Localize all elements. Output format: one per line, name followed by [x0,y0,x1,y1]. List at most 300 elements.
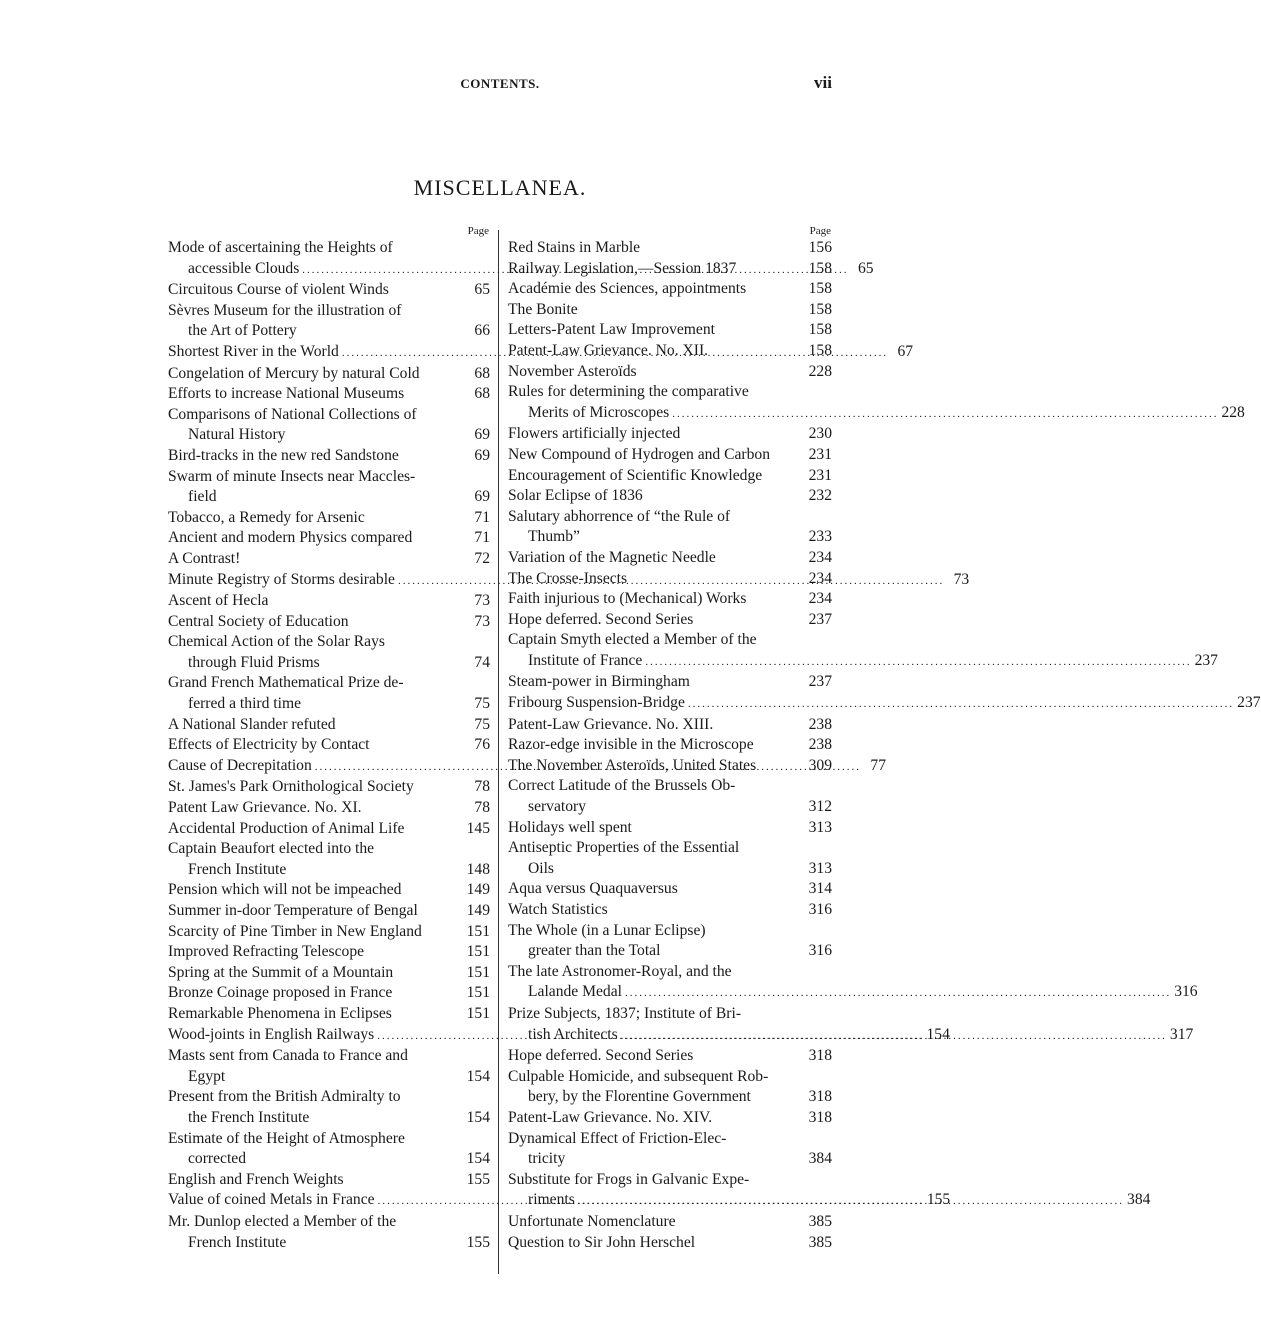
entry-line [508,279,832,300]
entry-title: Patent-Law Grievance. No. XIII. [508,715,714,733]
entry-page-number: 318 [808,1108,832,1126]
contents-entry [168,819,490,840]
contents-entry [168,735,490,756]
entry-title: Rules for determining the comparative [508,383,749,401]
entry-page-number: 149 [466,881,490,899]
entry-line [168,612,490,633]
entry-title: Railway Legislation,—Session 1837 [508,259,737,277]
entry-title: The late Astronomer-Royal, and the [508,962,732,980]
contents-entry [508,238,832,259]
entry-title: Aqua versus Quaquaversus [508,880,678,898]
entry-title: Chemical Action of the Solar Rays [168,633,385,651]
entry-page-number: 154 [926,1025,950,1043]
entry-page-number: 237 [808,610,832,628]
entry-line [508,507,832,528]
entry-line [168,384,490,405]
entry-title: Watch Statistics [508,901,608,918]
entry-line [508,466,832,487]
entry-line [168,839,490,860]
entry-title: French Institute [188,860,287,878]
entry-title: Hope deferred. Second Series [508,1047,694,1065]
entry-line [508,982,1198,1004]
entry-page-number: 69 [474,446,490,464]
contents-entry [168,880,490,901]
entry-title: Value of coined Metals in France [168,1191,375,1209]
contents-entry [508,300,832,321]
entry-title: St. James's Park Ornithological Society [168,778,414,796]
entry-line [508,879,832,900]
entry-page-number: 148 [466,860,490,878]
entry-page-number: 149 [466,902,490,919]
contents-entry [168,715,490,736]
entry-title: Sèvres Museum for the illustration of [168,301,402,319]
entry-line [508,693,1261,715]
entry-page-number: 71 [474,529,490,547]
entry-title: Grand French Mathematical Prize de- [168,674,404,692]
entry-page-number: 69 [474,488,490,506]
entry-line [168,1004,490,1025]
contents-entry [508,1233,832,1254]
entry-title: Correct Latitude of the Brussels Ob- [508,777,736,795]
entry-title: Hope deferred. Second Series [508,610,694,628]
entry-page-number: 155 [466,1170,490,1188]
contents-entry [508,735,832,756]
contents-entry [168,1129,490,1170]
entry-title: greater than the Total [528,942,661,960]
entry-line [508,1067,832,1088]
contents-entry [168,549,490,570]
entry-title: Captain Smyth elected a Member of the [508,631,757,649]
entry-line [508,651,1218,673]
entry-title: Patent-Law Grievance. No. XII. [508,341,709,359]
entry-title: Captain Beaufort elected into the [168,840,375,858]
entry-page-number: 156 [808,239,832,256]
entry-line [168,238,490,259]
entry-title: accessible Clouds [188,259,300,277]
entry-page-number: 237 [808,673,832,691]
contents-entry [508,818,832,839]
entry-title: Summer in-door Temperature of Bengal [168,902,418,919]
entry-line [508,589,832,610]
entry-line [168,321,490,342]
entry-line [168,487,490,508]
entry-page-number: 151 [466,1004,490,1022]
entry-line [508,859,832,880]
contents-entry [508,900,832,921]
entry-title: Mode of ascertaining the Heights of [168,239,393,256]
entry-title: The Crosse-Insects [508,569,628,587]
entry-line [168,1087,490,1108]
entry-page-number: 317 [1169,1025,1194,1043]
entry-page-number: 384 [1127,1191,1151,1209]
entry-line [508,756,832,777]
contents-entry [168,591,490,612]
contents-entry [508,962,1198,1004]
entry-line [168,963,490,984]
entry-title: Patent-Law Grievance. No. XIV. [508,1108,713,1126]
entry-line [508,672,832,693]
column-divider [498,230,499,1274]
entry-page-number: 68 [474,364,490,382]
entry-title: tish Architects [528,1025,618,1043]
entry-title: Pension which will not be impeached [168,881,402,899]
entry-line [508,715,832,736]
contents-entry [168,673,490,714]
entry-title: Scarcity of Pine Timber in New England [168,922,422,940]
entry-title: Institute of France [528,651,643,669]
dot-leader [625,983,1171,1004]
entry-page-number: 75 [474,715,490,733]
entry-line [168,694,490,715]
entry-page-number: 78 [474,778,490,796]
contents-entry [508,1129,832,1170]
entry-line [508,569,832,590]
entry-line [168,942,490,963]
entry-page-number: 78 [474,799,490,817]
dot-leader [645,652,1191,673]
entry-title: Faith injurious to (Mechanical) Works [508,590,747,608]
entry-line [168,1170,490,1191]
contents-entry [508,548,832,569]
contents-entry [508,1046,832,1067]
entry-line [508,1108,832,1129]
entry-line [508,238,832,259]
entry-title: Bronze Coinage proposed in France [168,984,393,1002]
entry-title: Académie des Sciences, appointments [508,280,747,298]
contents-entry [168,963,490,984]
entry-page-number: 158 [808,280,832,298]
entry-line [508,382,832,403]
contents-entry [168,901,490,922]
contents-entry [168,1212,490,1253]
contents-entry [508,1108,832,1129]
entry-title: Encouragement of Scientific Knowledge [508,466,763,484]
entry-line [508,797,832,818]
contents-entry [508,486,832,507]
entry-line [168,1212,490,1233]
page-column-label: Page [809,225,831,237]
entry-page-number: 237 [1237,694,1261,712]
entry-page-number: 234 [808,548,832,566]
page-folio: vii [814,73,832,92]
contents-entry [168,1170,490,1191]
entry-title: Red Stains in Marble [508,239,641,256]
entry-line [508,776,832,797]
entry-page-number: 232 [808,487,832,505]
entry-line [168,591,490,612]
entry-page-number: 158 [808,259,832,277]
entry-line [168,1149,490,1170]
entry-line [168,446,490,467]
entry-title: Minute Registry of Storms desirable [168,570,395,588]
contents-entry [508,1212,832,1233]
contents-entry [508,569,832,590]
entry-title: Patent Law Grievance. No. XI. [168,799,362,817]
entry-page-number: 234 [808,590,832,608]
entry-title: English and French Weights [168,1170,344,1188]
entry-title: Oils [528,859,554,877]
entry-title: Antiseptic Properties of the Essential [508,839,740,857]
entry-page-number: 68 [474,385,490,403]
entry-line [508,1004,832,1025]
entry-title: Comparisons of National Collections of [168,405,417,423]
entry-line [168,508,490,529]
entry-line [168,467,490,488]
entry-page-number: 158 [808,300,832,318]
entry-line [508,424,832,445]
entry-line [168,301,490,322]
page-column-label: Page [467,225,489,237]
entry-title: Question to Sir John Herschel [508,1233,696,1251]
entry-line [508,403,1245,425]
entry-title: Flowers artificially injected [508,425,681,443]
entry-page-number: 71 [474,508,490,526]
entry-page-number: 230 [808,425,832,443]
entry-title: The November Asteroïds, United States [508,756,757,774]
entry-line [168,777,490,798]
entry-title: Razor-edge invisible in the Microscope [508,736,754,754]
entry-line [508,735,832,756]
entry-line [168,1046,490,1067]
entry-page-number: 75 [474,695,490,713]
contents-entry [508,320,832,341]
entry-page-number: 66 [474,322,490,340]
contents-entry [168,446,490,467]
entry-page-number: 145 [466,819,490,837]
entry-line [168,1108,490,1129]
entry-line [508,1170,832,1191]
contents-entry [168,798,490,819]
entry-title: Wood-joints in English Railways [168,1025,375,1043]
entry-title: Ascent of Hecla [168,592,269,610]
entry-line [508,962,832,983]
entry-page-number: 69 [474,426,490,444]
entry-page-number: 316 [1174,983,1198,1001]
entry-line [508,1212,832,1233]
entry-line [168,364,490,385]
entry-line [508,1129,832,1150]
entry-line [168,901,490,922]
entry-line [508,941,832,962]
contents-entry [508,672,832,693]
entry-title: the Art of Pottery [188,322,297,340]
entry-page-number: 238 [808,736,832,754]
entry-page-number: 318 [808,1047,832,1065]
entry-title: Mr. Dunlop elected a Member of the [168,1212,397,1230]
entry-title: Present from the British Admiralty to [168,1088,401,1106]
entry-title: French Institute [188,1233,287,1251]
entry-line [508,320,832,341]
contents-entry [508,507,832,548]
contents-entry [508,879,832,900]
entry-title: Unfortunate Nomenclature [508,1212,676,1230]
entry-line [168,798,490,819]
contents-entry [508,382,1245,424]
contents-entry [168,942,490,963]
contents-entry [508,715,832,736]
entry-page-number: 237 [1194,651,1218,669]
entry-line [508,838,832,859]
contents-entry [168,632,490,673]
entry-page-number: 154 [466,1108,490,1126]
entry-title: New Compound of Hydrogen and Carbon [508,445,771,463]
entry-title: Efforts to increase National Museums [168,385,405,403]
contents-entry [168,1046,490,1087]
entry-title: The Whole (in a Lunar Eclipse) [508,921,706,939]
entry-line [508,818,832,839]
entry-page-number: 151 [466,922,490,940]
entry-line [168,1129,490,1150]
entry-page-number: 313 [808,859,832,877]
entry-title: Lalande Medal [528,983,622,1001]
entry-page-number: 154 [466,1150,490,1168]
entry-title: Fribourg Suspension-Bridge [508,694,685,712]
entry-line [508,921,832,942]
entry-title: field [188,488,217,506]
entry-title: Masts sent from Canada to France and [168,1047,408,1065]
entry-page-number: 231 [808,445,832,463]
entry-line [508,610,832,631]
entry-page-number: 155 [926,1191,951,1209]
contents-entry [168,384,490,405]
entry-line [168,715,490,736]
entry-page-number: 316 [808,901,832,918]
entry-title: Cause of Decrepitation [168,756,312,774]
contents-entry [168,777,490,798]
entry-title: corrected [188,1150,246,1168]
entry-title: bery, by the Florentine Government [528,1088,751,1106]
entry-line [168,528,490,549]
entry-page-number: 74 [474,653,490,671]
entry-title: Merits of Microscopes [528,403,670,421]
entry-title: Swarm of minute Insects near Maccles- [168,467,416,485]
entry-page-number: 316 [808,942,832,960]
entry-page-number: 231 [808,466,832,484]
contents-entry [168,983,490,1004]
contents-entry [508,259,832,280]
contents-entry [168,467,490,508]
entry-page-number: 313 [808,818,832,836]
entry-title: riments [528,1191,575,1209]
entry-title: Improved Refracting Telescope [168,943,365,961]
entry-line [168,673,490,694]
entry-page-number: 228 [1221,403,1245,421]
running-head [0,73,1000,100]
entry-title: Effects of Electricity by Contact [168,736,370,754]
dot-leader [672,404,1218,425]
entry-line [168,405,490,426]
entry-page-number: 155 [466,1233,490,1251]
contents-entry [508,341,832,362]
entry-page-number: 384 [808,1150,832,1168]
contents-entry [508,445,832,466]
entry-title: Prize Subjects, 1837; Institute of Bri- [508,1004,742,1022]
entry-line [168,922,490,943]
entry-page-number: 234 [808,569,832,587]
entry-title: Solar Eclipse of 1836 [508,487,643,505]
entry-line [168,280,490,301]
entry-line [168,653,490,674]
contents-entry [508,630,1218,672]
contents-entry [168,612,490,633]
contents-entry [168,405,490,446]
entry-title: tricity [528,1150,566,1168]
entry-title: Estimate of the Height of Atmosphere [168,1129,405,1147]
entry-line [168,425,490,446]
contents-entry [168,508,490,529]
entry-title: Egypt [188,1067,226,1085]
entry-line [508,630,832,651]
entry-line [508,362,832,383]
entry-page-number: 312 [808,798,832,816]
entry-line [168,880,490,901]
entry-title: Substitute for Frogs in Galvanic Expe- [508,1170,750,1188]
entry-page-number: 73 [953,570,970,588]
entry-title: Steam-power in Birmingham [508,673,690,691]
entry-page-number: 318 [808,1088,832,1106]
contents-entry [508,1067,832,1108]
contents-entry [508,589,832,610]
contents-entry [168,528,490,549]
entry-title: Shortest River in the World [168,342,339,360]
entry-title: Natural History [188,426,286,444]
entry-title: A National Slander refuted [168,715,336,733]
entry-line [508,1149,832,1170]
entry-title: Ancient and modern Physics compared [168,529,413,547]
entry-page-number: 158 [808,321,832,339]
contents-entry [508,921,832,962]
dot-leader [578,1191,1124,1212]
entry-line [508,1233,832,1254]
entry-page-number: 228 [808,362,832,380]
contents-entry [508,693,1261,715]
entry-page-number: 233 [808,528,832,546]
entry-title: through Fluid Prisms [188,653,320,671]
entry-title: Remarkable Phenomena in Eclipses [168,1004,392,1022]
entry-page-number: 73 [474,592,490,610]
entry-page-number: 73 [474,612,490,630]
contents-entry [508,610,832,631]
entry-line [508,527,832,548]
entry-line [168,1233,490,1254]
entry-title: November Asteroïds [508,362,637,380]
entry-line [168,735,490,756]
entry-title: Spring at the Summit of a Mountain [168,963,394,981]
entry-page-number: 72 [474,549,490,567]
entry-title: Dynamical Effect of Friction-Elec- [508,1129,727,1147]
entry-page-number: 151 [466,984,490,1002]
contents-entry [508,424,832,445]
running-title: CONTENTS. [460,76,540,91]
entry-line [168,549,490,570]
entry-page-number: 151 [466,963,490,981]
entry-page-number: 385 [808,1233,832,1251]
contents-entry [508,838,832,879]
entry-title: Culpable Homicide, and subsequent Rob- [508,1067,769,1085]
contents-entry [168,1004,490,1025]
entry-page-number: 65 [857,259,874,277]
entry-line [168,632,490,653]
entry-line [168,983,490,1004]
entry-line [508,548,832,569]
entry-line [508,1087,832,1108]
entry-page-number: 151 [466,943,490,961]
entry-page-number: 158 [808,341,832,359]
entry-page-number: 238 [808,715,832,733]
entry-page-number: 314 [808,880,832,898]
entry-line [508,486,832,507]
entry-page-number: 65 [474,281,490,299]
